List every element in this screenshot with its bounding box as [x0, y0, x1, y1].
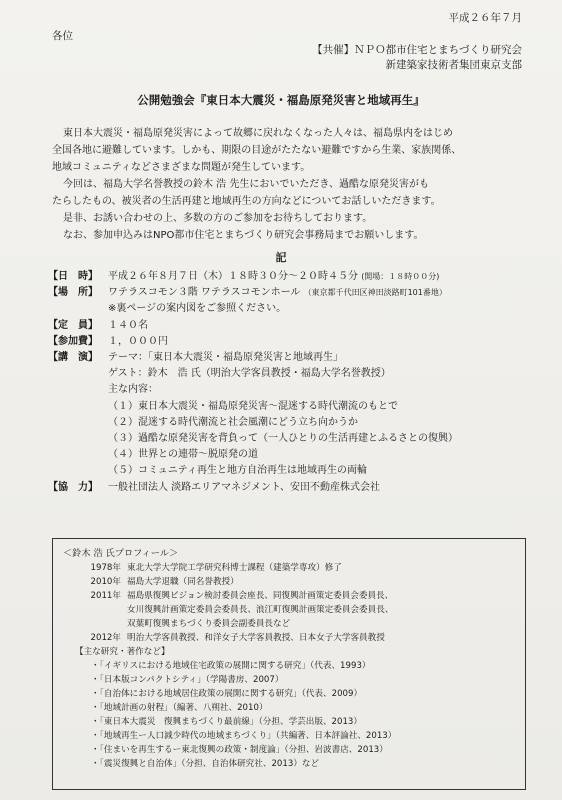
contents-item: （３）過酷な原発災害を背負って（一人ひとりの生活再建とふるさとの復興）	[108, 433, 458, 445]
career-text: 福島大学退職（同名誉教授）	[127, 577, 239, 587]
career-year: 2012年	[90, 633, 121, 643]
career-row	[83, 631, 385, 645]
career-row	[83, 589, 393, 603]
career-text: 双葉町復興まちづくり委員会副委員長など	[127, 619, 291, 629]
addressee: 各位	[52, 30, 73, 42]
place-label: 【場 所】	[48, 287, 98, 299]
works-item: ・「地域再生ー人口減少時代の地域まちづくり」（共編著、日本評論社、2013）	[91, 731, 397, 741]
career-row	[83, 575, 239, 589]
body-paragraph: 全国各地に避難しています。しかも、期限の目途がたたない避難ですから生業、家族関係、	[52, 145, 462, 156]
detail-place	[48, 285, 458, 301]
works-item: ・「東日本大震災 復興まちづくり最前線」（分担、学芸出版、2013）	[91, 717, 362, 727]
capacity-value: １４０名	[108, 319, 148, 331]
career-year: 1978年	[90, 563, 121, 573]
works-item: ・「イギリスにおける地域住宅政策の展開に関する研究」（代表、1993）	[91, 661, 371, 671]
career-text: 明治大学客員教授、和洋女子大学客員教授、日本女子大学客員教授	[127, 633, 385, 643]
lecture-guest: ゲスト：鈴木 浩 氏（明治大学客員教授・福島大学名誉教授）	[108, 368, 391, 380]
organizer-line-1: 【共催】ＮＰＯ都市住宅とまちづくり研究会	[312, 44, 522, 56]
lecture-label: 【講 演】	[48, 352, 98, 364]
body-paragraph: 東日本大震災・福島原発災害によって故郷に戻れなくなった人々は、福島県内をはじめ	[63, 128, 453, 139]
detail-datetime	[48, 269, 458, 285]
contents-heading: 主な内容：	[108, 384, 158, 396]
career-row	[83, 561, 342, 575]
cooperation-value: 一般社団法人 淡路エリアマネジメント、安田不動産株式会社	[108, 481, 380, 493]
body-paragraph: 是非、お誘い合わせの上、多数の方のご参加をお待ちしております。	[63, 213, 373, 224]
career-row	[83, 603, 393, 617]
organizer-line-2: 新建築家技術者集団東京支部	[385, 59, 522, 71]
career-year: 2010年	[90, 577, 121, 587]
details-list	[48, 269, 458, 496]
capacity-label: 【定 員】	[48, 319, 98, 331]
datetime-note: (開場：１８時００分)	[361, 272, 440, 281]
place-note: ※裏ページの案内図をご参照ください。	[108, 303, 287, 315]
contents-item: （１）東日本大震災・福島原発災害～混迷する時代潮流のもとで	[108, 400, 398, 412]
career-text: 福島県復興ビジョン検討委員会座長、同復興計画策定委員会委員長、	[127, 591, 394, 601]
contents-item: （４）世界との連帯～脱原発の道	[108, 449, 258, 461]
career-text: 女川復興計画策定委員会委員長、浪江町復興計画策定委員会委員長、	[127, 605, 394, 615]
contents-item: （５）コミュニティ再生と地方自治再生は地域再生の両輪	[108, 465, 367, 477]
works-item: ・「地域計画の射程」（編著、八朔社、2010）	[91, 703, 268, 713]
place-value: ワテラスコモン３階 ワテラスコモンホール	[108, 287, 301, 299]
body-paragraph: 今回は、福島大学名誉教授の鈴木 浩 先生においでいただき、過酷な原発災害がも	[63, 179, 429, 190]
contents-item: （２）混迷する時代潮流と社会風潮にどう立ち向かうか	[108, 416, 358, 428]
cooperation-label: 【協 力】	[48, 481, 98, 493]
works-item: ・「日本版コンパクトシティ」（学陽書房、2007）	[91, 675, 284, 685]
ki-heading: 記	[275, 251, 287, 264]
fee-value: １，０００円	[108, 335, 168, 347]
body-paragraph: 地域コミュニティなどさまざまな問題が発生しています。	[52, 162, 311, 173]
works-heading: 【主な研究・著作など】	[75, 647, 170, 657]
lecture-theme: テーマ：「東日本大震災・福島原発災害と地域再生」	[108, 352, 343, 364]
career-year: 2011年	[90, 591, 121, 601]
career-row	[83, 617, 290, 631]
works-item: ・「自治体における地域居住政策の展開に関する研究」（代表、2009）	[91, 689, 363, 699]
detail-cooperation	[48, 480, 458, 496]
detail-fee	[48, 334, 458, 350]
works-item: ・「震災復興と自治体」（分担、自治体研究社、2013）など	[91, 759, 320, 769]
works-item: ・「住まいを再生するー東北復興の政策・制度論」（分担、岩波書店、2013）	[91, 745, 388, 755]
document-date: 平成２６年７月	[448, 12, 522, 24]
detail-capacity	[48, 318, 458, 334]
detail-lecture	[48, 350, 458, 366]
document-title: 公開勉強会『東日本大震災・福島原発災害と地域再生』	[137, 93, 425, 107]
body-paragraph: たらしたもの、被災者の生活再建と地域再生の方向などについてお話しいただきます。	[52, 196, 441, 207]
profile-title: ＜鈴木 浩 氏プロフィール＞	[63, 548, 179, 559]
datetime-label: 【日 時】	[48, 271, 98, 282]
place-address: （東京都千代田区神田淡路町101番地）	[303, 288, 447, 298]
datetime-value: 平成２６年８月７日（木）１８時３０分～２０時４５分	[108, 271, 358, 282]
fee-label: 【参加費】	[48, 335, 98, 347]
body-paragraph: なお、参加申込みはNPO都市住宅とまちづくり研究会事務局までお願いします。	[63, 230, 424, 241]
profile-box	[52, 538, 526, 790]
career-text: 東北大学大学院工学研究科博士課程（建築学専攻）修了	[127, 563, 342, 573]
